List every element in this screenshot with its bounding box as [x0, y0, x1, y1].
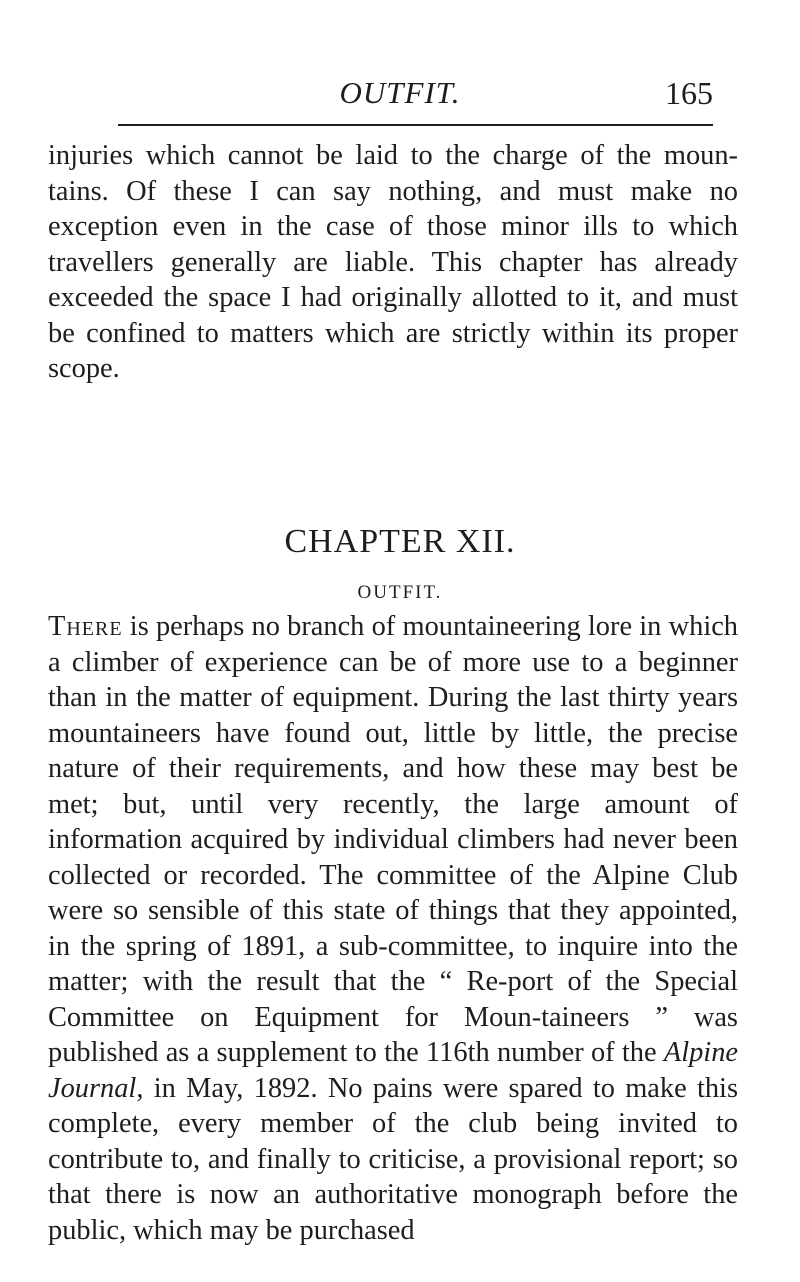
- running-title: OUTFIT.: [339, 75, 461, 110]
- journal-title: Alpine Journal: [48, 1037, 738, 1104]
- chapter-subtitle: OUTFIT.: [357, 582, 443, 603]
- paragraph-text-part-2: , in May, 1892. No pains were spared to make this complete, every member of the club being invited to contribute to, and finally to criticise, a provisional report; so that there is now an authoritative monograph before the public, which may be purchased: [48, 1072, 738, 1246]
- chapter-opening-paragraph: [48, 609, 738, 1248]
- running-head: [0, 74, 800, 118]
- chapter-heading: CHAPTER XII.: [284, 523, 516, 560]
- paragraph-continued: injuries which cannot be laid to the charge of the moun-tains. Of these I can say nothing, and must make no exception even in the case of those minor ills to which travellers generally are liable. This chapter has already exceeded the space I had originally allotted to it, and must be confined to matters which are strictly within its proper scope.: [48, 140, 738, 384]
- lead-word: There: [48, 611, 123, 642]
- paragraph-text-part-1: is perhaps no branch of mountaineering lore in which a climber of experience can be of more use to a beginner than in the matter of equipment. During the last thirty years mountaineers have found out, little by little, the precise nature of their requirements, and how these may best be met; but, until very recently, the large amount of information acquired by individual climbers had never been collected or recorded. The committee of the Alpine Club were so sensible of this state of things that they appointed, in the spring of 1891, a sub-committee, to inquire into the matter; with the result that the “ Re-port of the Special Committee on Equipment for Moun-taineers ” was published as a supplement to the 116th number of the: [48, 611, 738, 1068]
- header-rule: [118, 124, 713, 126]
- page-number: 165: [665, 75, 713, 111]
